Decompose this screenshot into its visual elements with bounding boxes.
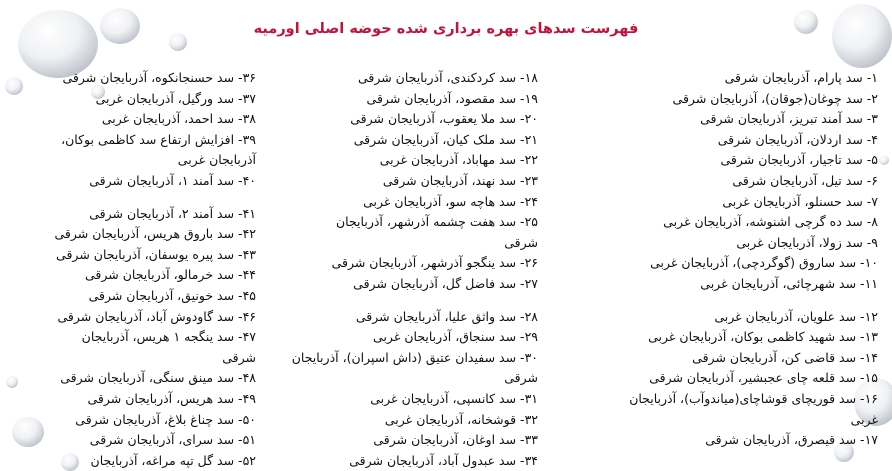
list-item: ۲۵- سد هفت چشمه آذرشهر، آذربایجان <box>336 214 538 230</box>
list-item: ۱۵- سد قلعه چای عجبشیر، آذربایجان شرقی <box>649 370 878 386</box>
list-item: ۵- سد تاجیار، آذربایجان شرقی <box>720 152 878 168</box>
list-item: ۱۲- سد علویان، آذربایجان غربی <box>714 308 878 324</box>
list-gap <box>298 295 538 307</box>
list-item: ۵۰- سد چناغ بلاغ، آذربایجان شرقی <box>75 411 256 427</box>
list-item: ۱- سد پارام، آذربایجان شرقی <box>724 70 878 85</box>
list-item: ۲۲- سد مهاباد، آذربایجان غربی <box>379 152 538 168</box>
list-item-continuation: شرقی <box>504 234 538 250</box>
list-item: ۳۷- سد ورگیل، آذربایجان غربی <box>95 90 256 106</box>
list-item-continuation: غربی <box>850 411 878 427</box>
list-item: ۷- سد حسنلو، آذربایجان غربی <box>722 193 878 209</box>
list-item: ۲۷- سد فاضل گل، آذربایجان شرقی <box>353 275 538 291</box>
list-item: ۲۰- سد ملا یعقوب، آذربایجان شرقی <box>350 111 538 127</box>
list-item: ۹- سد زولا، آذربایجان غربی <box>736 234 878 250</box>
list-item: ۴۷- سد ینگجه ۱ هریس، آذربایجان <box>81 329 256 345</box>
list-item: ۳۱- سد کانسپی، آذربایجان غربی <box>370 390 538 406</box>
list-item: ۱۶- سد قوریچای قوشاچای(میاندوآب)، آذربایجان <box>629 390 878 406</box>
list-item: ۸- سد ده گرچی اشنوشه، آذربایجان غربی <box>663 214 878 230</box>
list-item-continuation: شرقی <box>222 349 256 365</box>
list-item: ۲۶- سد ینگجو آذرشهر، آذربایجان شرقی <box>331 255 538 271</box>
list-item: ۳۰- سد سفیدان عتیق (داش اسپران)، آذربایجان <box>291 349 538 365</box>
list-item: ۱۸- سد کردکندی، آذربایجان شرقی <box>357 70 538 85</box>
list-item: ۴۳- سد پیره یوسفان، آذربایجان شرقی <box>56 246 256 262</box>
list-item: ۴۰- سد آمند ۱، آذربایجان شرقی <box>89 172 256 188</box>
list-item: ۲۳- سد نهند، آذربایجان شرقی <box>382 172 538 188</box>
list-gap <box>6 192 256 204</box>
list-item: ۴۵- سد خونیق، آذربایجان شرقی <box>88 287 256 303</box>
list-item: ۶- سد تیل، آذربایجان شرقی <box>732 172 878 188</box>
list-item: ۲۱- سد ملک کیان، آذربایجان شرقی <box>353 131 538 147</box>
list-item: ۴- سد اردلان، آذربایجان شرقی <box>717 131 878 147</box>
list-item: ۴۸- سد مینق سنگی، آذربایجان شرقی <box>60 370 256 386</box>
list-item: ۱۰- سد ساروق (گوگردچی)، آذربایجان غربی <box>650 255 878 271</box>
list-item-continuation: شرقی <box>504 370 538 386</box>
list-item: ۲۴- سد هاچه سو، آذربایجان غربی <box>363 193 538 209</box>
list-item: ۱۴- سد قاضی کن، آذربایجان شرقی <box>692 349 878 365</box>
list-item: ۴۱- سد آمند ۲، آذربایجان شرقی <box>89 205 256 221</box>
list-item-continuation: آذربایجان غربی <box>177 152 256 168</box>
list-item: ۳۸- سد احمد، آذربایجان غربی <box>101 111 256 127</box>
list-item: ۲۸- سد واثق علیا، آذربایجان شرقی <box>355 308 538 324</box>
list-item: ۳۹- افزایش ارتفاع سد کاظمی بوکان، <box>61 131 256 147</box>
list-item: ۴۶- سد گاودوش آباد، آذربایجان شرقی <box>57 308 256 324</box>
list-item: ۱۹- سد مقصود، آذربایجان شرقی <box>366 90 538 106</box>
list-item: ۳۳- سد اوغان، آذربایجان شرقی <box>373 432 538 448</box>
list-item: ۲۹- سد سنجاق، آذربایجان غربی <box>373 329 538 345</box>
list-item: ۳- سد آمند تبریز، آذربایجان شرقی <box>700 111 878 127</box>
dam-list-column-left <box>6 68 256 471</box>
list-item: ۱۷- سد قیصرق، آذربایجان شرقی <box>705 432 878 448</box>
list-item: ۳۲- قوشخانه، آذربایجان غربی <box>384 411 538 427</box>
list-item: ۱۳- سد شهید کاظمی بوکان، آذربایجان غربی <box>648 329 878 345</box>
slide-title: فهرست سدهای بهره برداری شده حوضه اصلی اورمیه <box>253 21 639 37</box>
list-item: ۴۲- سد باروق هریس، آذربایجان شرقی <box>54 226 256 242</box>
list-item: ۳۶- سد حسنجانکوه، آذربایجان شرقی <box>62 70 256 85</box>
dam-list-column-middle <box>291 68 538 471</box>
list-item: ۱۱- سد شهرچائی، آذربایجان غربی <box>700 275 878 291</box>
list-item: ۲- سد چوغان(جوقان)، آذربایجان شرقی <box>672 90 878 106</box>
list-item: ۵۲- سد گل تپه مراغه، آذربایجان <box>90 452 256 468</box>
list-item: ۵۱- سد سرای، آذربایجان شرقی <box>89 432 256 448</box>
list-item: ۳۴- سد عبدول آباد، آذربایجان شرقی <box>349 452 538 468</box>
list-gap <box>578 295 878 307</box>
list-item: ۴۹- سد هریس، آذربایجان شرقی <box>87 390 256 406</box>
list-item: ۴۴- سد خرمالو، آذربایجان شرقی <box>85 267 256 283</box>
dam-list-column-right <box>578 68 878 451</box>
